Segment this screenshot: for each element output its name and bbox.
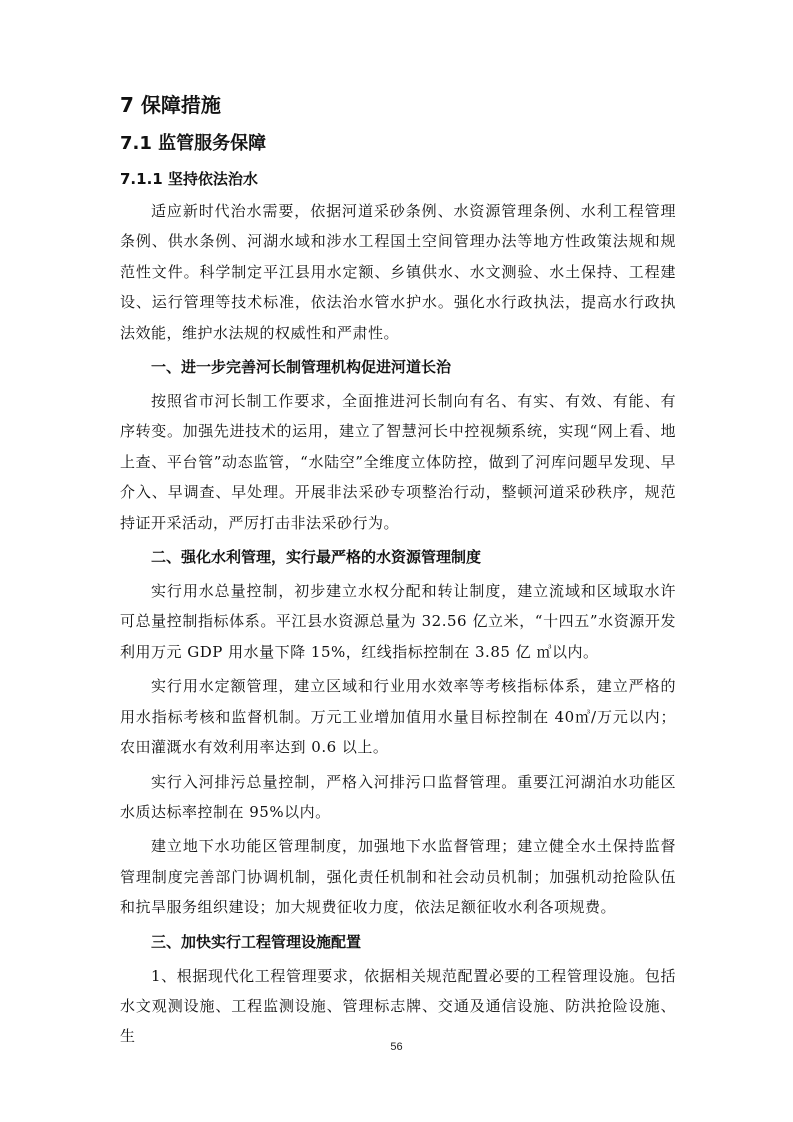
page-number: 56 — [390, 1041, 403, 1053]
paragraph-sewage-control: 实行入河排污总量控制，严格入河排污口监督管理。重要江河湖泊水功能区水质达标率控制在 95%以内。 — [120, 772, 676, 821]
paragraph-facilities: 1、根据现代化工程管理要求，依据相关规范配置必要的工程管理设施。包括水文观测设施、工程监测设施、管理标志牌、交通及通信设施、防洪抢险设施、生 — [120, 966, 676, 1046]
section-title: 7.1 监管服务保障 — [120, 133, 267, 154]
heading-river-chief: 一、进一步完善河长制管理机构促进河道长治 — [151, 358, 452, 377]
paragraph-river-chief: 按照省市河长制工作要求，全面推进河长制向有名、有实、有效、有能、有序转变。加强先进技术的运用，建立了智慧河长中控视频系统，实现“网上看、地上查、平台管”动态监管，“水陆空”全维度立体防控，做到了河库问题早发现、早介入、早调查、早处理。开展非法采砂专项整治行动，整顿河道采砂秩序，规范持证开采活动，严厉打击非法采砂行为。 — [120, 392, 676, 532]
paragraph-intro: 适应新时代治水需要，依据河道采砂条例、水资源管理条例、水利工程管理条例、供水条例、河湖水域和涉水工程国土空间管理办法等地方性政策法规和规范性文件。科学制定平江县用水定额、乡镇供水、水文测验、水土保持、工程建设、运行管理等技术标准，依法治水管水护水。强化水行政执法，提高水行政执法效能，维护水法规的权威性和严肃性。 — [120, 202, 676, 342]
chapter-title: 7 保障措施 — [120, 93, 221, 117]
heading-facilities: 三、加快实行工程管理设施配置 — [151, 932, 362, 951]
paragraph-total-control: 实行用水总量控制，初步建立水权分配和转让制度，建立流域和区域取水许可总量控制指标体系。平江县水资源总量为 32.56 亿立米，“十四五”水资源开发利用万元 GDP 用水量下降 15%，红线指标控制在 3.85 亿 ㎥以内。 — [120, 582, 676, 661]
subsection-title: 7.1.1 坚持依法治水 — [120, 170, 258, 188]
heading-water-management: 二、强化水利管理，实行最严格的水资源管理制度 — [151, 548, 482, 567]
paragraph-quota-management: 实行用水定额管理，建立区域和行业用水效率等考核指标体系，建立严格的用水指标考核和监督机制。万元工业增加值用水量目标控制在 40㎥/万元以内；农田灌溉水有效利用率达到 0.6 以上。 — [120, 677, 676, 757]
page-content — [120, 90, 676, 1056]
paragraph-groundwater: 建立地下水功能区管理制度，加强地下水监督管理；建立健全水土保持监督管理制度完善部门协调机制，强化责任机制和社会动员机制；加强机动抢险队伍和抗旱服务组织建设；加大规费征收力度，依法足额征收水利各项规费。 — [120, 837, 676, 917]
